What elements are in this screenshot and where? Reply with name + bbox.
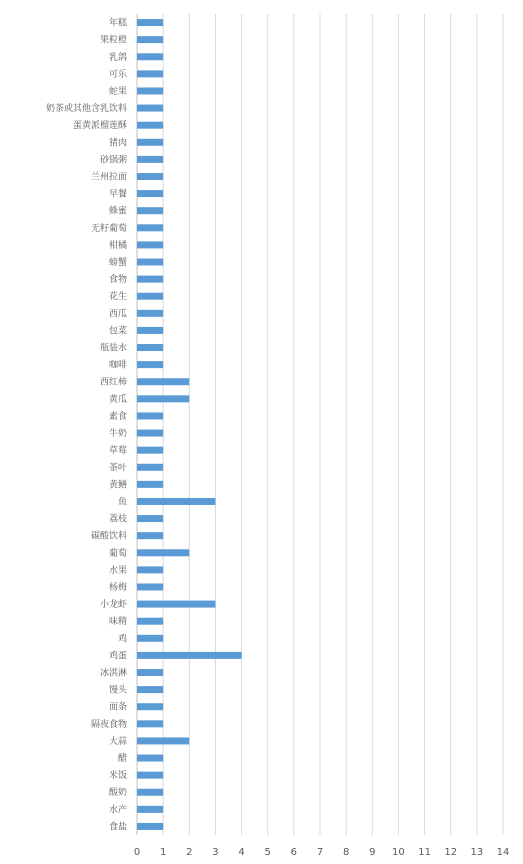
bar [137,105,163,112]
category-label: 年糕 [108,18,127,29]
x-tick-label: 1 [159,847,167,858]
bar [137,344,163,351]
x-tick-label: 3 [212,847,219,858]
category-label: 砂锅粥 [99,155,127,166]
x-tick-label: 13 [470,847,484,858]
category-label: 牛奶 [108,429,127,440]
bar [137,378,189,385]
bar [137,395,189,402]
x-tick-label: 9 [369,847,376,858]
x-tick-label: 12 [444,847,458,858]
category-label: 醋 [117,754,127,765]
category-label: 兰州拉面 [90,172,127,183]
bar [137,87,163,94]
category-label: 小龙虾 [99,600,127,611]
bar [137,361,163,368]
category-label: 茶叶 [108,463,127,474]
x-tick-label: 10 [392,847,405,858]
category-label: 面条 [108,702,127,713]
category-label: 鱼 [117,497,127,508]
bar [137,276,163,283]
category-label: 黄鳝 [108,480,127,491]
bar [137,19,163,26]
category-label: 草莓 [108,446,127,457]
bar [137,464,163,471]
category-label: 大蒜 [108,736,127,747]
category-label: 西红柿 [99,377,127,388]
category-label: 黄瓜 [108,394,127,405]
bar [137,652,242,659]
bar [137,823,163,830]
bar [137,139,163,146]
category-label: 荔枝 [108,514,127,525]
gridlines [137,14,503,835]
bar [137,53,163,60]
category-labels [46,17,128,833]
bar [137,190,163,197]
bar [137,481,163,488]
bar [137,412,163,419]
bar [137,36,163,43]
category-label: 冰淇淋 [99,668,127,679]
category-label: 可乐 [108,69,127,80]
bar [137,635,163,642]
category-label: 瓶装水 [99,343,127,354]
bar [137,720,163,727]
bar [137,293,163,300]
category-label: 猪肉 [108,138,127,149]
category-label: 杨梅 [108,582,127,593]
bar [137,259,163,266]
x-tick-label: 6 [290,847,298,858]
category-label: 蜂蜜 [108,206,127,217]
x-tick-label: 8 [342,847,350,858]
bar [137,806,163,813]
bar [137,447,163,454]
category-label: 咖啡 [108,360,127,371]
bar [137,532,163,539]
bar [137,173,163,180]
bar [137,156,163,163]
category-label: 花生 [108,292,127,303]
bar [137,207,163,214]
category-label: 葡萄 [108,548,127,559]
category-label: 奶茶或其他含乳饮料 [45,104,127,115]
bar [137,703,163,710]
category-label: 西瓜 [108,309,127,320]
bar [137,310,163,317]
category-label: 食物 [108,275,127,286]
x-tick-label: 11 [418,847,431,858]
category-label: 馒头 [108,685,127,696]
bar [137,70,163,77]
x-tick-label: 4 [238,847,245,858]
bar [137,122,163,129]
category-label: 碳酸饮料 [90,531,127,542]
category-label: 螃蟹 [108,258,127,269]
category-label: 隔夜食物 [90,719,127,730]
x-tick-label: 14 [496,847,510,858]
category-label: 乳鸽 [108,52,127,63]
bar [137,498,215,505]
category-label: 水果 [108,565,127,576]
category-label: 柑橘 [108,240,127,251]
category-label: 蛋黄派榴莲酥 [72,121,127,132]
category-label: 味精 [108,617,127,628]
x-tick-label: 5 [264,847,271,858]
bar [137,686,163,693]
x-tick-label: 2 [186,847,193,858]
bar [137,327,163,334]
category-label: 早餐 [108,189,127,200]
category-label: 米饭 [108,771,127,782]
category-label: 水产 [108,805,127,816]
category-label: 鸡蛋 [108,651,127,662]
x-axis-tick-labels [134,847,510,858]
category-label: 酸奶 [108,788,127,799]
bar [137,737,189,744]
bar [137,549,189,556]
category-label: 食盐 [108,822,127,833]
bar [137,566,163,573]
bar [137,515,163,522]
category-label: 无籽葡萄 [90,223,127,234]
bar [137,430,163,437]
bar [137,224,163,231]
category-label: 蛇果 [108,86,127,97]
bar [137,601,215,608]
bar [137,772,163,779]
category-label: 包菜 [108,326,127,337]
category-label: 素食 [108,411,127,422]
bar [137,583,163,590]
bar [137,618,163,625]
x-tick-label: 7 [316,847,324,858]
x-tick-label: 0 [133,847,141,858]
bar [137,789,163,796]
category-label: 果粒橙 [99,35,127,46]
bar [137,241,163,248]
category-label: 鸡 [117,634,127,645]
bar [137,669,163,676]
bar [137,755,163,762]
